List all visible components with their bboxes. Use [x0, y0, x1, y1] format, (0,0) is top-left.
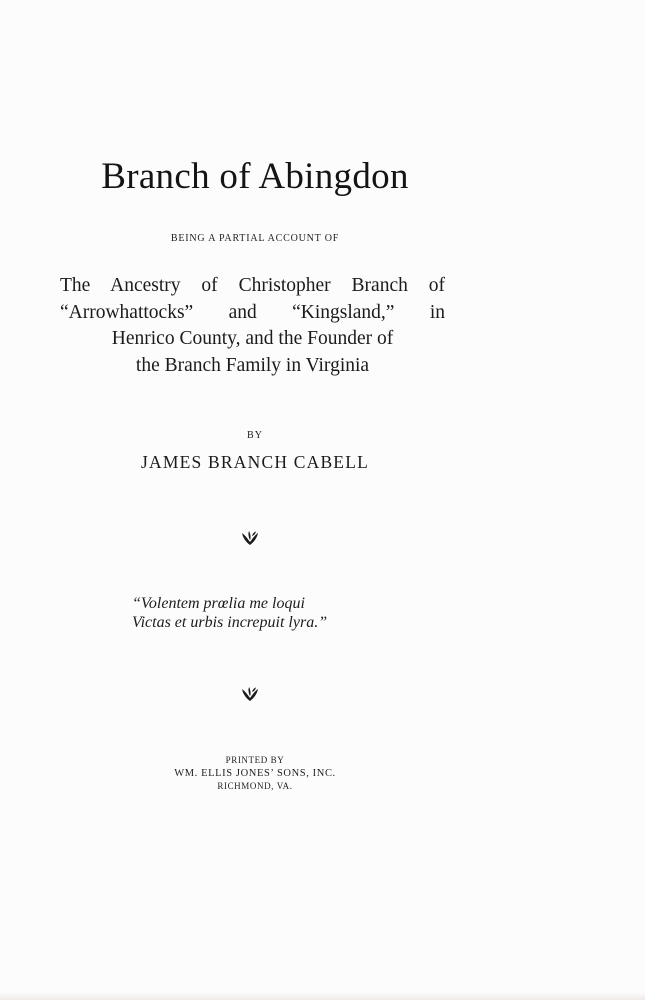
epigraph-line: “Volentem prœlia me loqui — [132, 595, 305, 612]
epigraph-line: Victas et urbis increpuit lyra.” — [132, 614, 328, 631]
printer-location: RICHMOND, VA. — [217, 781, 293, 791]
book-title: Branch of Abingdon — [101, 156, 409, 197]
description-line: Henrico County, and the Founder of — [111, 328, 394, 349]
description-line: “Arrowhattocks” and “Kingsland,” in — [60, 301, 445, 323]
description-line: the Branch Family in Virginia — [135, 354, 370, 376]
description-line: The Ancestry of Christopher Branch of — [60, 275, 445, 296]
page-edge-shadow — [0, 992, 645, 1000]
by-label: BY — [247, 430, 263, 441]
fleuron-icon — [240, 527, 260, 547]
description — [60, 273, 445, 379]
author-name: JAMES BRANCH CABELL — [141, 452, 369, 472]
printer-line: PRINTED BY — [225, 755, 285, 765]
printer-imprint — [0, 754, 510, 793]
epigraph — [132, 594, 392, 632]
fleuron-icon — [240, 683, 260, 703]
printer-name: WM. ELLIS JONES’ SONS, INC. — [174, 768, 336, 779]
subtitle: BEING A PARTIAL ACCOUNT OF — [170, 233, 340, 244]
